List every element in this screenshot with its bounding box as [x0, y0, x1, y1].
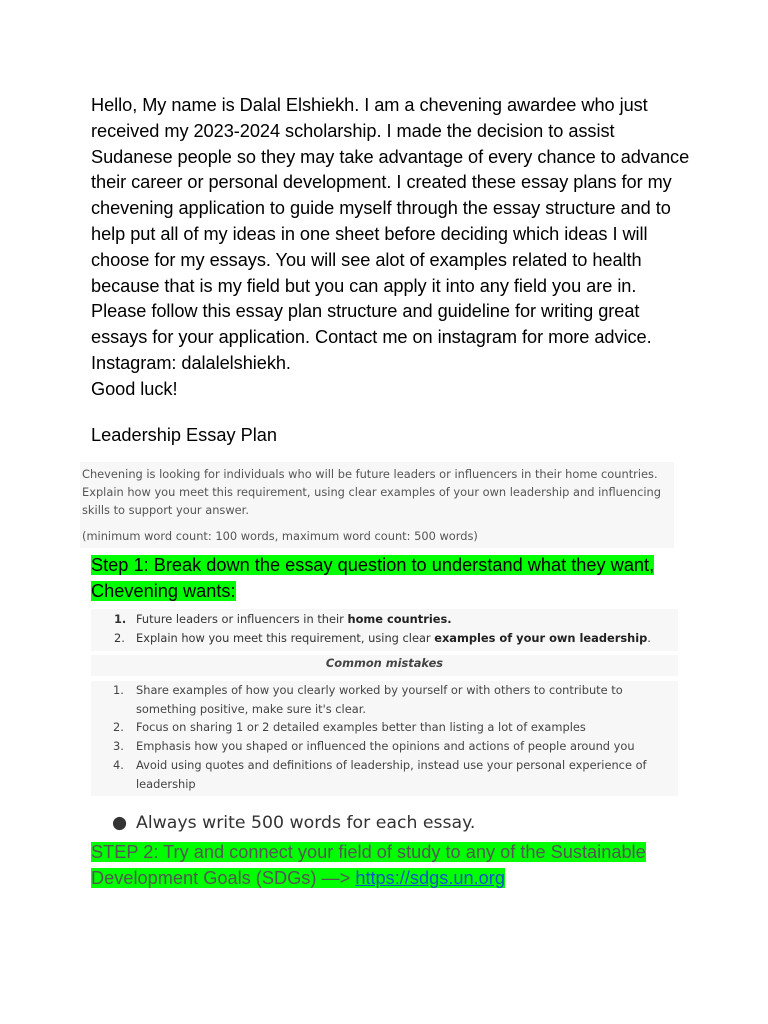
mistakes-list	[91, 681, 678, 796]
list-text: Share examples of how you clearly worked by yourself or with others to contribute to something positive, make sure it's clear.	[136, 683, 623, 716]
step2-text: STEP 2: Try and connect your field of study to any of the Sustainable Development Goals (SDGs) —>	[91, 842, 646, 888]
intro-section	[91, 93, 691, 403]
intro-paragraph: Hello, My name is Dalal Elshiekh. I am a chevening awardee who just received my 2023-2024 scholarship. I made the decision to assist Sudanese people so they may take advantage of every chance to advance their career or personal development. I created these essay plans for my chevening application to guide myself through the essay structure and to help put all of my ideas in one sheet before deciding which ideas I will choose for my essays. You will see alot of examples related to health because that is my field but you can apply it into any field you are in. Please follow this essay plan structure and guideline for writing great essays for your application. Contact me on instagram for more advice. Instagram: dalalelshiekh.	[91, 95, 690, 373]
sdgs-link[interactable]: https://sdgs.un.org	[355, 868, 505, 888]
step2-highlight	[91, 842, 646, 888]
requirement-bold: home countries.	[347, 612, 452, 626]
requirement-bold: examples of your own leadership	[434, 631, 648, 645]
list-text	[136, 612, 452, 626]
requirements-list	[91, 609, 678, 651]
list-number: 4.	[113, 758, 124, 772]
requirement-post: .	[647, 631, 651, 645]
list-text: Focus on sharing 1 or 2 detailed examples better than listing a lot of examples	[136, 720, 586, 734]
step1-heading	[91, 553, 691, 605]
requirement-text: Explain how you meet this requirement, using clear	[136, 631, 435, 645]
list-number: 1.	[113, 683, 124, 697]
list-text	[136, 631, 651, 645]
list-number: 2.	[113, 720, 124, 734]
step2-heading	[91, 839, 691, 891]
requirement-text: Future leaders or influencers in their	[136, 612, 348, 626]
word-count-note: (minimum word count: 100 words, maximum word count: 500 words)	[82, 529, 478, 543]
list-text: Avoid using quotes and definitions of leadership, instead use your personal experience of leadership	[136, 758, 647, 791]
list-number: 1.	[114, 612, 127, 626]
step1-highlight: Step 1: Break down the essay question to understand what they want, Chevening wants:	[91, 555, 655, 601]
essay-question: Chevening is looking for individuals who will be future leaders or influencers in their home countries. Explain how you meet this requirement, using clear examples of your own leadership and influencing skills to support your answer.	[82, 467, 661, 517]
list-number: 3.	[113, 739, 124, 753]
common-mistakes-heading: Common mistakes	[91, 655, 678, 676]
essay-question-box	[80, 462, 674, 548]
list-number: 2.	[114, 631, 125, 645]
bullet-icon: ●	[112, 813, 128, 833]
intro-closing: Good luck!	[91, 378, 178, 399]
bullet-text: Always write 500 words for each essay.	[136, 813, 476, 833]
list-text: Emphasis how you shaped or influenced the opinions and actions of people around you	[136, 739, 635, 753]
leadership-heading: Leadership Essay Plan	[91, 425, 278, 445]
